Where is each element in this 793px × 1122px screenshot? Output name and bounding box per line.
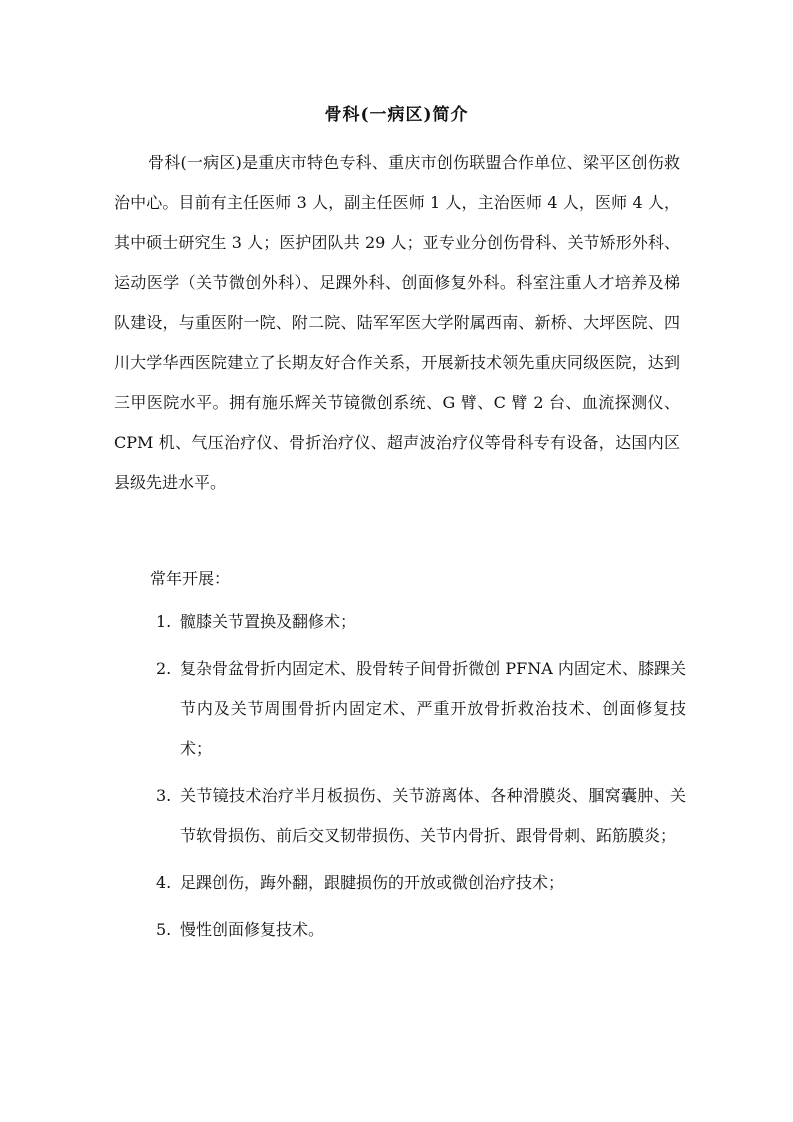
list-item <box>156 776 686 856</box>
list-item-number: 5. <box>156 920 172 939</box>
list-item-text: 复杂骨盆骨折内固定术、股骨转子间骨折微创 PFNA 内固定术、膝踝关节内及关节周围骨折内固定术、严重开放骨折救治技术、创面修复技术； <box>180 659 686 758</box>
list-item-text: 慢性创面修复技术。 <box>180 920 325 939</box>
list-item-number: 1. <box>156 612 172 631</box>
list-item-text: 关节镜技术治疗半月板损伤、关节游离体、各种滑膜炎、腘窝囊肿、关节软骨损伤、前后交叉韧带损伤、关节内骨折、跟骨骨刺、跖筋膜炎； <box>180 786 686 845</box>
list-item-text: 髋膝关节置换及翻修术； <box>180 612 357 631</box>
list-item <box>156 910 686 950</box>
services-list <box>156 602 686 957</box>
list-item <box>156 649 686 769</box>
services-heading: 常年开展： <box>150 569 231 588</box>
list-item-text: 足踝创伤，踇外翻，跟腱损伤的开放或微创治疗技术； <box>180 873 565 892</box>
intro-paragraph: 骨科(一病区)是重庆市特色专科、重庆市创伤联盟合作单位、梁平区创伤救治中心。目前有主任医师 3 人，副主任医师 1 人，主治医师 4 人，医师 4 人，其中硕士研究生 3 人；医护团队共 29 人；亚专业分创伤骨科、关节矫形外科、运动医学（关节微创外科）、足踝外科、创面修复外科。科室注重人才培养及梯队建设，与重医附一院、附二院、陆军军医大学附属西南、新桥、大坪医院、四川大学华西医院建立了长期友好合作关系，开展新技术领先重庆同级医院，达到三甲医院水平。拥有施乐辉关节镜微创系统、G 臂、C 臂 2 台、血流探测仪、CPM 机、气压治疗仪、骨折治疗仪、超声波治疗仪等骨科专有设备，达国内区县级先进水平。 <box>114 153 680 492</box>
list-item <box>156 602 686 642</box>
list-item-number: 2. <box>156 659 172 678</box>
page-title: 骨科(一病区)简介 <box>324 105 469 125</box>
list-item-number: 3. <box>156 786 172 805</box>
list-item <box>156 863 686 903</box>
list-item-number: 4. <box>156 873 172 892</box>
